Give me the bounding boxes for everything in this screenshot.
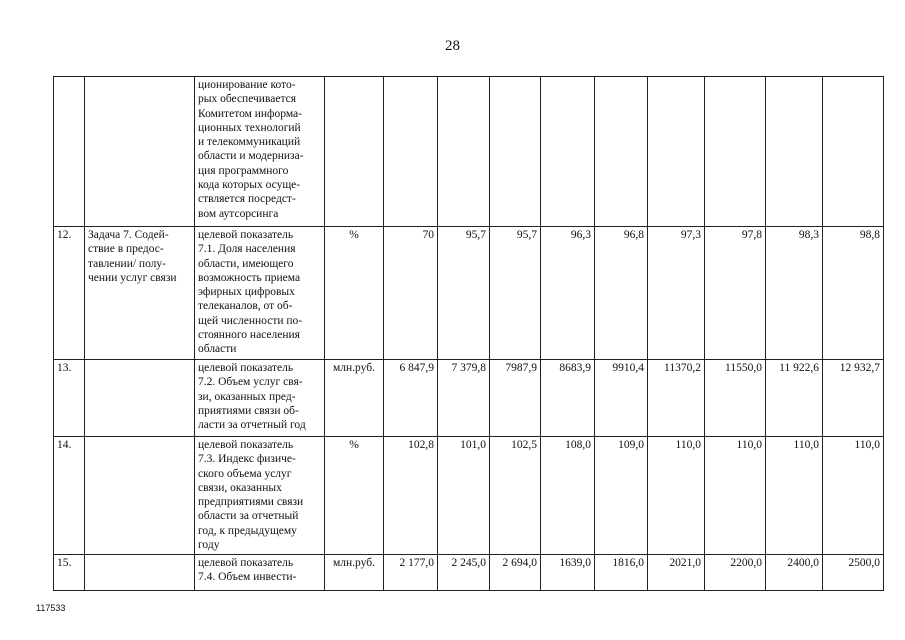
value-cell: 7987,9 [490, 360, 541, 437]
value-cell: 11550,0 [705, 360, 766, 437]
value-cell: 2500,0 [823, 555, 884, 591]
value-cell: 2400,0 [766, 555, 823, 591]
value-cell: 95,7 [438, 227, 490, 360]
unit-cell: млн.руб. [325, 555, 384, 591]
indicator-cell: целевой показатель 7.3. Индекс физиче- ского объема услуг связи, оказанных предприятиями связи области за отчетный год, к предыдущему году [195, 437, 325, 555]
value-cell: 70 [384, 227, 438, 360]
value-cell: 110,0 [705, 437, 766, 555]
table-row [54, 227, 884, 360]
task-cell: Задача 7. Содей- ствие в предос- тавлении/ полу- чении услуг связи [85, 227, 195, 360]
table-row [54, 555, 884, 591]
document-code: 117533 [36, 603, 66, 613]
task-cell [85, 77, 195, 227]
indicator-cell: целевой показатель 7.4. Объем инвести- [195, 555, 325, 591]
value-cell: 2200,0 [705, 555, 766, 591]
row-number-cell: 13. [54, 360, 85, 437]
row-number-cell: 12. [54, 227, 85, 360]
value-cell [595, 77, 648, 227]
table-row [54, 360, 884, 437]
indicator-cell: целевой показатель 7.1. Доля населения области, имеющего возможность приема эфирных цифровых телеканалов, от об- щей численности по- стоянного населения области [195, 227, 325, 360]
unit-cell: млн.руб. [325, 360, 384, 437]
task-cell [85, 360, 195, 437]
value-cell: 102,8 [384, 437, 438, 555]
value-cell: 2021,0 [648, 555, 705, 591]
table-row [54, 77, 884, 227]
value-cell: 11370,2 [648, 360, 705, 437]
value-cell: 95,7 [490, 227, 541, 360]
value-cell [438, 77, 490, 227]
task-cell [85, 437, 195, 555]
value-cell: 108,0 [541, 437, 595, 555]
indicator-cell: целевой показатель 7.2. Объем услуг свя- зи, оказанных пред- приятиями связи об- ласти за отчетный год [195, 360, 325, 437]
value-cell: 97,8 [705, 227, 766, 360]
value-cell: 9910,4 [595, 360, 648, 437]
row-number-cell: 15. [54, 555, 85, 591]
value-cell: 110,0 [648, 437, 705, 555]
value-cell: 6 847,9 [384, 360, 438, 437]
row-number-cell [54, 77, 85, 227]
unit-cell: % [325, 437, 384, 555]
value-cell: 110,0 [823, 437, 884, 555]
value-cell: 102,5 [490, 437, 541, 555]
value-cell: 2 245,0 [438, 555, 490, 591]
value-cell [384, 77, 438, 227]
value-cell: 101,0 [438, 437, 490, 555]
value-cell: 1639,0 [541, 555, 595, 591]
value-cell [705, 77, 766, 227]
row-number-cell: 14. [54, 437, 85, 555]
value-cell [490, 77, 541, 227]
value-cell [648, 77, 705, 227]
value-cell: 96,8 [595, 227, 648, 360]
value-cell: 97,3 [648, 227, 705, 360]
value-cell [541, 77, 595, 227]
value-cell [823, 77, 884, 227]
value-cell: 2 694,0 [490, 555, 541, 591]
value-cell: 98,3 [766, 227, 823, 360]
unit-cell [325, 77, 384, 227]
page-number: 28 [445, 38, 460, 54]
value-cell: 2 177,0 [384, 555, 438, 591]
value-cell: 1816,0 [595, 555, 648, 591]
value-cell [766, 77, 823, 227]
task-cell [85, 555, 195, 591]
indicator-table [53, 76, 884, 591]
value-cell: 12 932,7 [823, 360, 884, 437]
unit-cell: % [325, 227, 384, 360]
value-cell: 8683,9 [541, 360, 595, 437]
table-row [54, 437, 884, 555]
value-cell: 109,0 [595, 437, 648, 555]
value-cell: 110,0 [766, 437, 823, 555]
value-cell: 11 922,6 [766, 360, 823, 437]
value-cell: 96,3 [541, 227, 595, 360]
value-cell: 7 379,8 [438, 360, 490, 437]
value-cell: 98,8 [823, 227, 884, 360]
indicator-cell: ционирование кото- рых обеспечивается Комитетом информа- ционных технологий и телекоммуникаций области и модерниза- ция программного кода которых осуще- ствляется посредст- вом аутсорсинга [195, 77, 325, 227]
